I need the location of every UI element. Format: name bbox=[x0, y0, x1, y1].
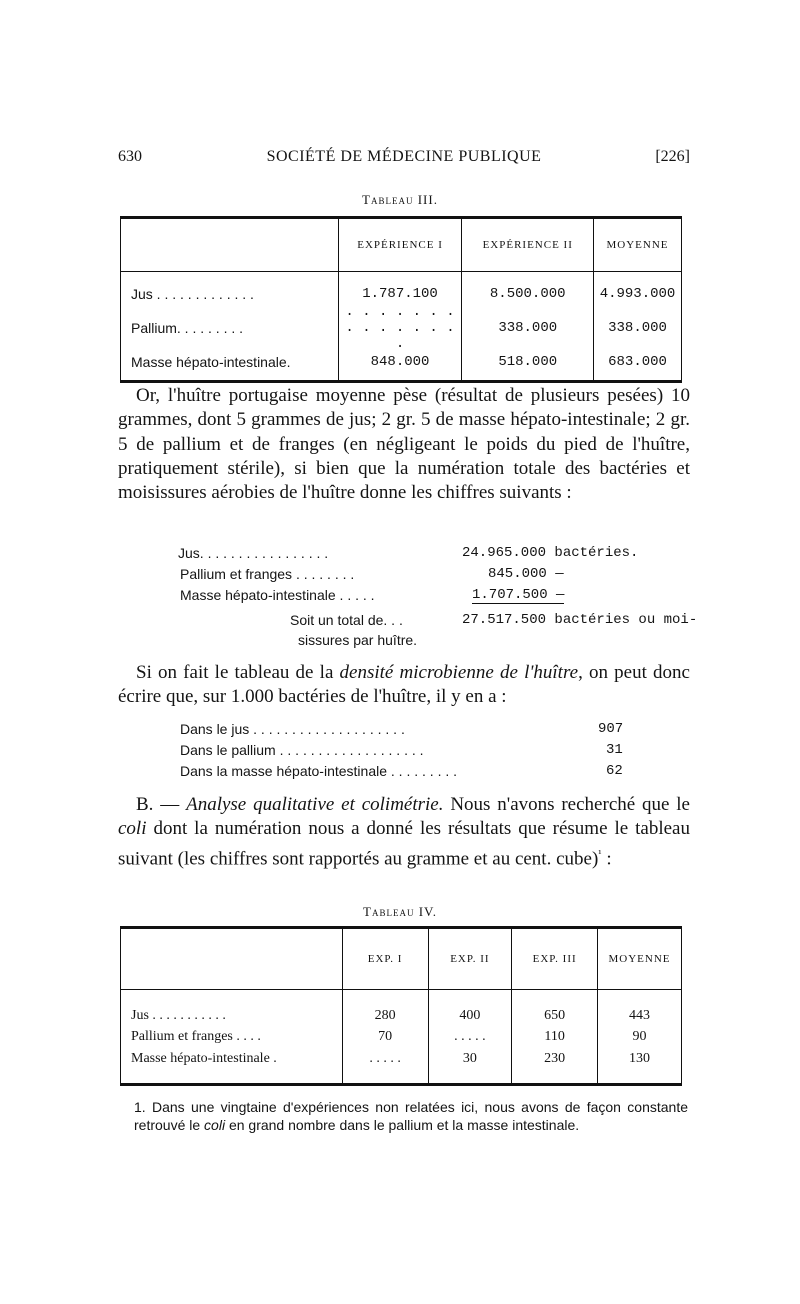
table4 bbox=[120, 926, 682, 1086]
paragraph-2-post: , on peut donc écrire que, sur 1.000 bactéries de l'huître, il y en a : bbox=[118, 662, 690, 708]
table3-row bbox=[121, 272, 682, 304]
table3-col-header: MOYENNE bbox=[594, 218, 682, 272]
count-label-masse: Masse hépato-intestinale . . . . . bbox=[180, 587, 375, 603]
paragraph-2-em: densité microbienne de l'huître bbox=[339, 662, 579, 683]
count-value-pallium: 845.000 — bbox=[488, 566, 564, 582]
density-value-masse: 62 bbox=[606, 763, 623, 779]
table4-cell: 110 bbox=[512, 1026, 598, 1049]
table4-cell: 280 bbox=[342, 990, 428, 1026]
table3-cell: . . . . . . . . . . . . . . . bbox=[338, 304, 462, 352]
table3-cell: 848.000 bbox=[338, 352, 462, 382]
paragraph-3-text2: dont la numération nous a donné les résultats que résume le tableau suivant (les chiffres sont rapportés au gramme et au cent. cube) bbox=[118, 818, 690, 869]
count-label-jus: Jus. . . . . . . . . . . . . . . . . bbox=[178, 545, 329, 561]
table3-row bbox=[121, 352, 682, 382]
table4-cell: 90 bbox=[598, 1026, 682, 1049]
table4-caption: Tableau IV. bbox=[363, 904, 437, 919]
table4-cell: 650 bbox=[512, 990, 598, 1026]
table4-header-row bbox=[121, 928, 682, 990]
footnote-text2: en grand nombre dans le pallium et la masse intestinale. bbox=[225, 1117, 580, 1133]
paragraph-1-text: Or, l'huître portugaise moyenne pèse (résultat de plusieurs pesées) 10 grammes, dont 5 grammes de jus; 2 gr. 5 de masse hépato-intestinale; 2 gr. 5 de pallium et de franges (en négligeant le poids du pied de l'huître, pratiquement stérile), si bien que la numération totale des bactéries et moisissures aérobies de l'huître donne les chiffres suivants : bbox=[118, 385, 690, 504]
table3-col-header: EXPÉRIENCE II bbox=[462, 218, 594, 272]
table3-cell: 4.993.000 bbox=[594, 272, 682, 304]
page-number: 630 bbox=[118, 148, 142, 165]
table4-corner bbox=[121, 928, 343, 990]
table3-cell: 8.500.000 bbox=[462, 272, 594, 304]
paragraph-1 bbox=[118, 384, 690, 505]
table3-cell: 518.000 bbox=[462, 352, 594, 382]
table3-cell: 683.000 bbox=[594, 352, 682, 382]
table4-cell: 400 bbox=[428, 990, 512, 1026]
bracket-number: [226] bbox=[655, 148, 690, 165]
table3-col-header: EXPÉRIENCE I bbox=[338, 218, 462, 272]
table3-header-row bbox=[121, 218, 682, 272]
paragraph-3-em2: coli bbox=[118, 818, 147, 840]
table4-row-label: Pallium et franges . . . . bbox=[131, 1029, 261, 1044]
table3-caption: Tableau III. bbox=[362, 192, 438, 207]
table3 bbox=[120, 216, 682, 383]
count-value-jus: 24.965.000 bactéries. bbox=[462, 545, 639, 561]
paragraph-3-prefix: B. — bbox=[136, 794, 187, 815]
footnote bbox=[134, 1098, 688, 1134]
table4-cell: . . . . . bbox=[342, 1049, 428, 1085]
count-total-value: 27.517.500 bactéries ou moi- bbox=[462, 612, 698, 628]
table4-cell: 30 bbox=[428, 1049, 512, 1085]
density-value-jus: 907 bbox=[598, 721, 624, 737]
table4-col-header: MOYENNE bbox=[598, 928, 682, 990]
density-value-pallium: 31 bbox=[606, 742, 623, 758]
footnote-text1: Dans une vingtaine d'expériences non relatées ici, nous avons de façon constante retrouvé le bbox=[134, 1099, 688, 1133]
density-label-jus: Dans le jus . . . . . . . . . . . . . . . . . . . . bbox=[180, 721, 405, 737]
density-label-masse: Dans la masse hépato-intestinale . . . . . . . . . bbox=[180, 763, 458, 779]
count-total-cont: sissures par huître. bbox=[298, 632, 418, 648]
table3-row-label: Pallium. . . . . . . . . bbox=[131, 319, 244, 336]
paragraph-3 bbox=[118, 793, 690, 871]
table3-cell: 338.000 bbox=[462, 304, 594, 352]
table4-col-header: EXP. III bbox=[512, 928, 598, 990]
table3-row-label: Jus . . . . . . . . . . . . . bbox=[131, 285, 254, 302]
table4-cell: 230 bbox=[512, 1049, 598, 1085]
table4-row-label: Masse hépato-intestinale . bbox=[131, 1050, 277, 1066]
table4-cell: . . . . . bbox=[428, 1026, 512, 1049]
running-title: SOCIÉTÉ DE MÉDECINE PUBLIQUE bbox=[266, 148, 542, 165]
table4-row-label: Jus . . . . . . . . . . . bbox=[131, 1007, 226, 1023]
paragraph-3-end: : bbox=[601, 847, 612, 869]
running-header bbox=[118, 148, 690, 176]
paragraph-2-pre: Si on fait le tableau de la bbox=[136, 662, 340, 683]
paragraph-3-em: Analyse qualitative et colimétrie. bbox=[186, 794, 444, 815]
table4-cell: 130 bbox=[598, 1049, 682, 1085]
count-total-label: Soit un total de. . . bbox=[290, 612, 403, 628]
density-label-pallium: Dans le pallium . . . . . . . . . . . . . . . . . . . bbox=[180, 742, 424, 758]
count-label-pallium: Pallium et franges . . . . . . . . bbox=[180, 566, 355, 582]
table3-cell: 1.787.100 bbox=[338, 272, 462, 304]
table3-corner bbox=[121, 218, 339, 272]
footnote-em: coli bbox=[204, 1117, 226, 1133]
table3-cell: 338.000 bbox=[594, 304, 682, 352]
table4-cell: 443 bbox=[598, 990, 682, 1026]
table4-col-header: EXP. II bbox=[428, 928, 512, 990]
table3-row bbox=[121, 304, 682, 352]
table4-col-header: EXP. I bbox=[342, 928, 428, 990]
table3-row-label: Masse hépato-intestinale. bbox=[131, 353, 291, 370]
table4-row bbox=[121, 1026, 682, 1049]
table4-row bbox=[121, 990, 682, 1026]
count-value-masse: 1.707.500 — bbox=[472, 587, 565, 603]
footnote-number: 1. bbox=[134, 1099, 146, 1115]
footnote-reference: ¹ bbox=[598, 847, 602, 860]
paragraph-3-text1: Nous n'avons recherché que le bbox=[443, 794, 690, 815]
paragraph-2 bbox=[118, 661, 690, 710]
table4-row bbox=[121, 1049, 682, 1085]
table4-cell: 70 bbox=[342, 1026, 428, 1049]
